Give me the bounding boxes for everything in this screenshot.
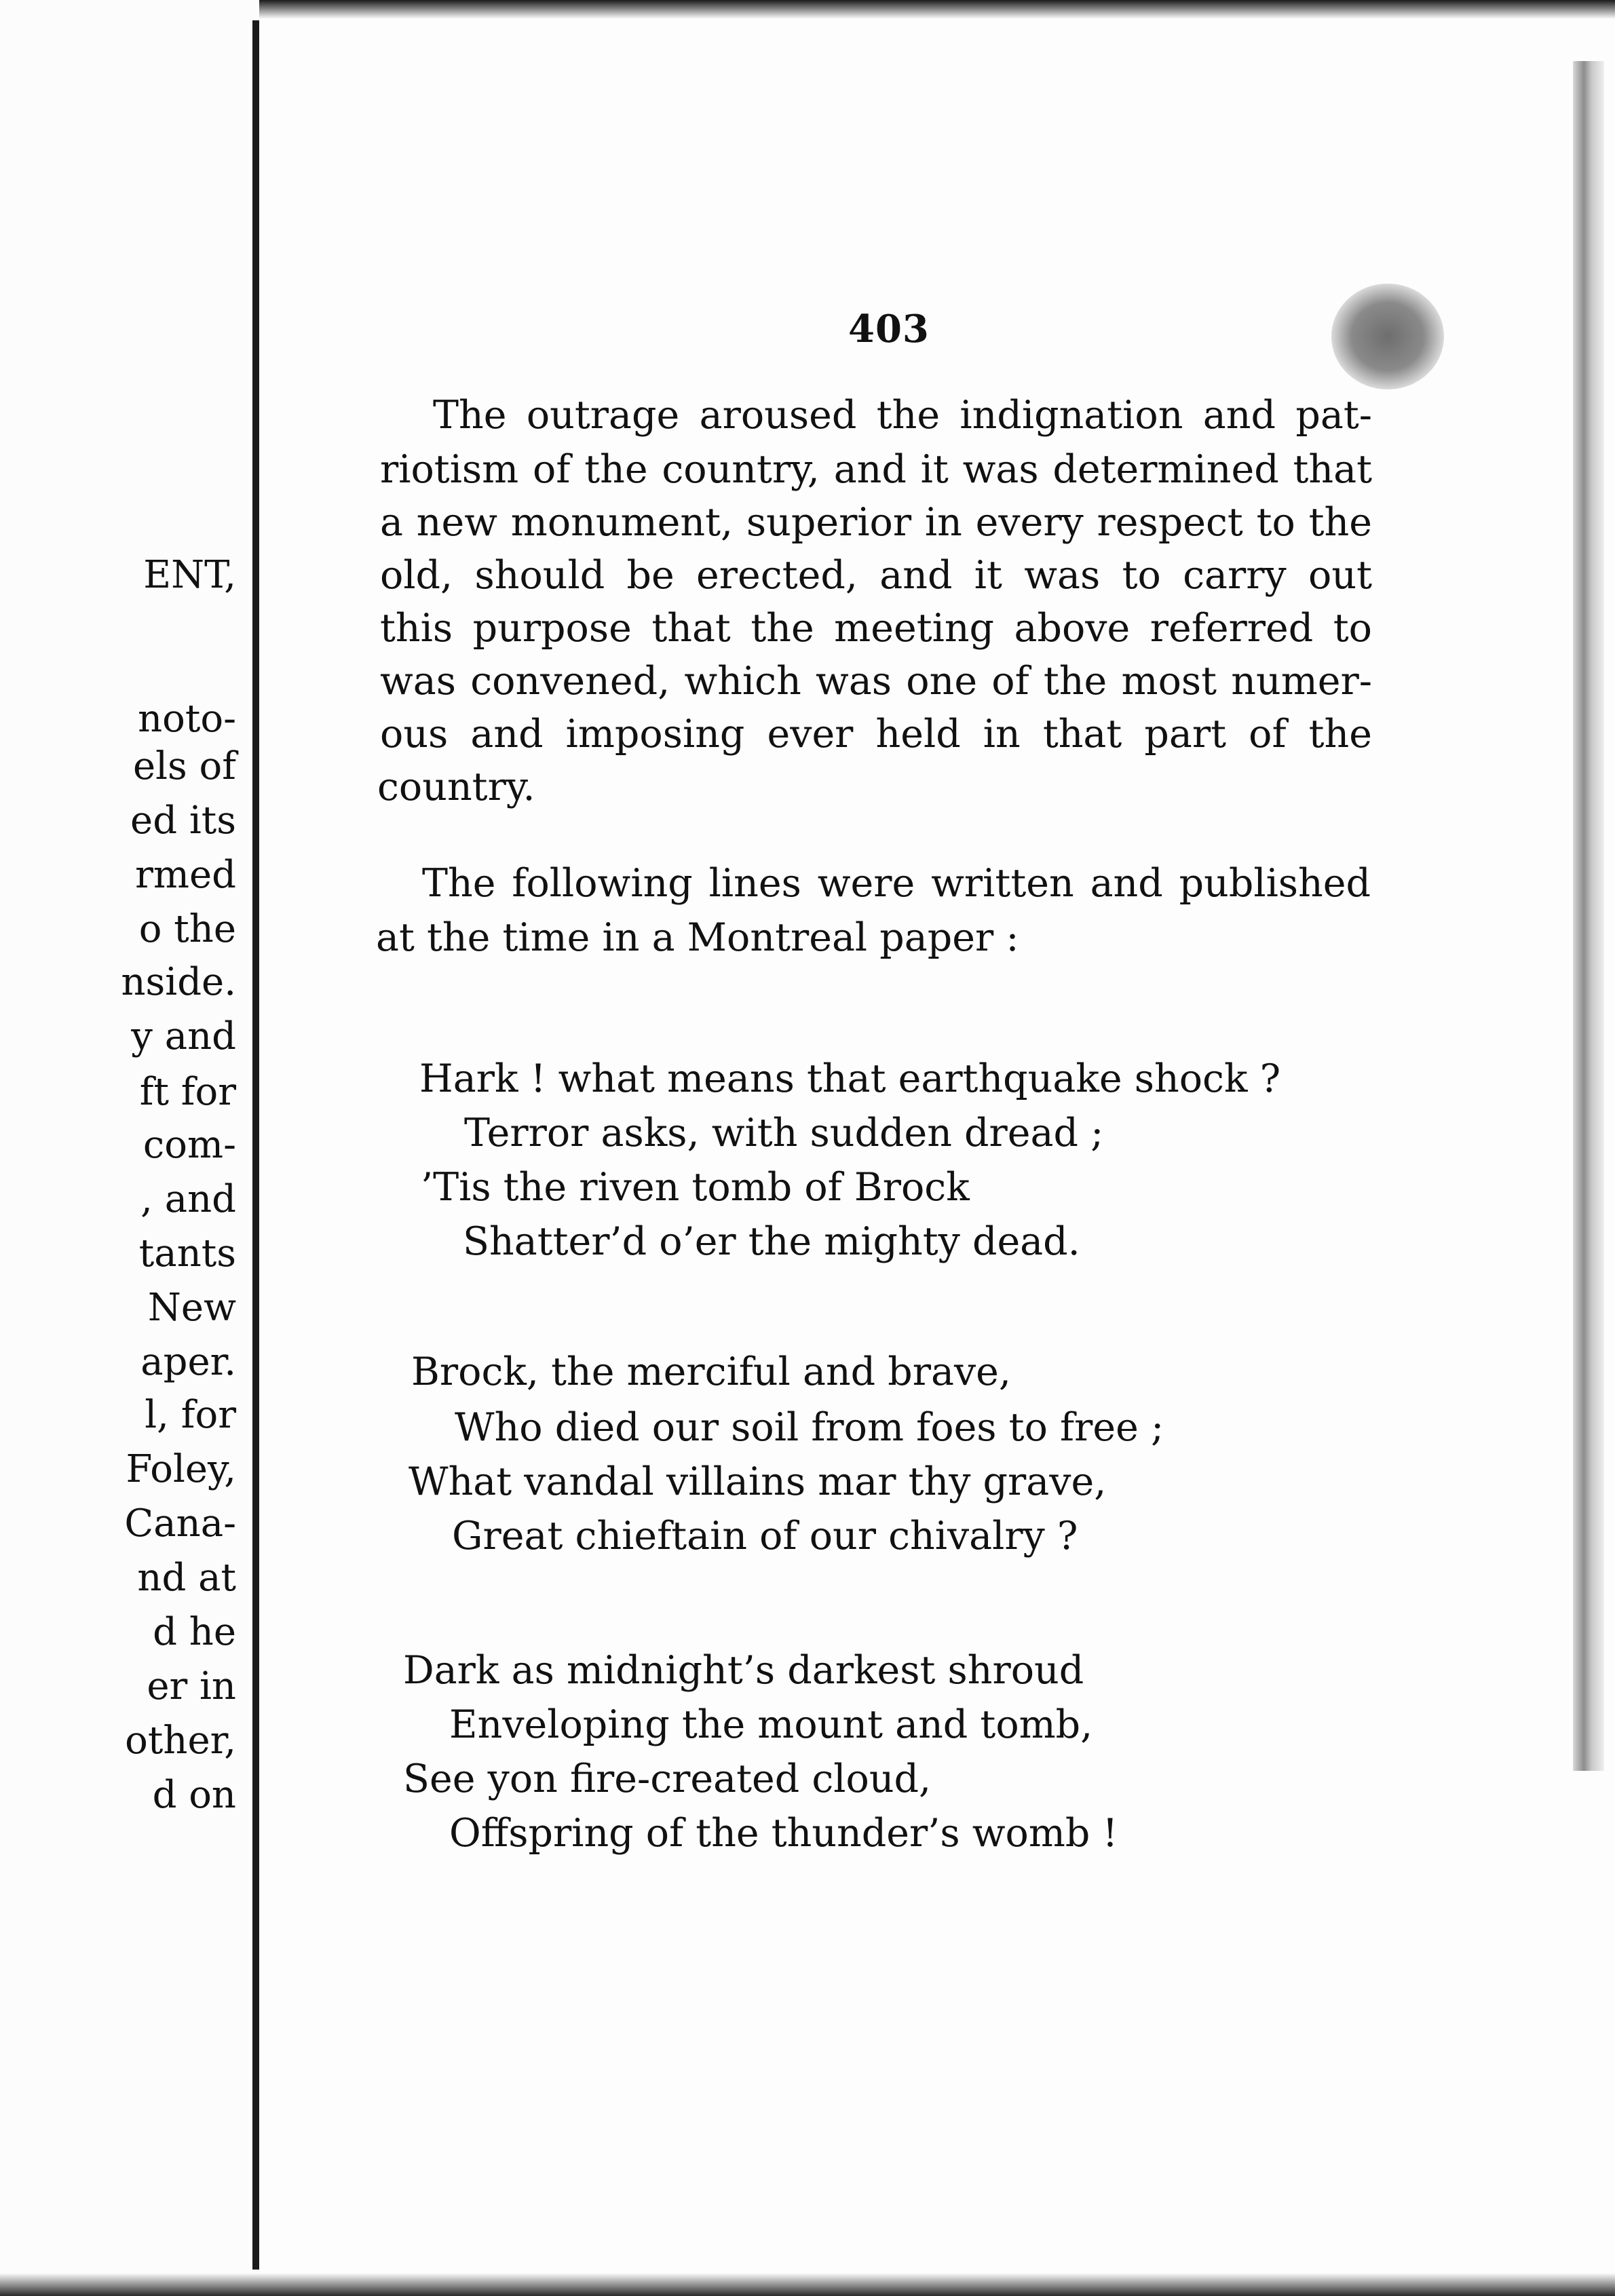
left-page-fragment: tants — [138, 1231, 236, 1276]
book-gutter — [252, 20, 259, 2270]
poem-line: ’Tis the riven tomb of Brock — [421, 1165, 970, 1210]
paragraph-line: this purpose that the meeting above referred to — [380, 606, 1372, 651]
poem-line: Shatter’d o’er the mighty dead. — [463, 1219, 1080, 1264]
paragraph-line: a new monument, superior in every respect to the — [380, 500, 1372, 545]
left-page-fragment: d he — [153, 1610, 236, 1654]
left-page-fragment: ft for — [139, 1070, 236, 1114]
poem-line: Terror asks, with sudden dread ; — [464, 1111, 1104, 1155]
left-page-fragment: Foley, — [126, 1447, 236, 1491]
paragraph-line: was convened, which was one of the most numer- — [380, 659, 1372, 704]
left-page-fragment: Cana- — [124, 1501, 236, 1546]
poem-line: Great chieftain of our chivalry ? — [452, 1514, 1078, 1558]
page-number: 403 — [848, 307, 930, 351]
paragraph-line: riotism of the country, and it was determined that — [380, 447, 1372, 492]
left-page-fragment: y and — [131, 1014, 236, 1058]
left-page-fragment: er in — [147, 1664, 236, 1708]
left-page-fragment: o the — [138, 907, 236, 951]
page-right-edge — [1573, 61, 1604, 1771]
paragraph-line: old, should be erected, and it was to carry out — [380, 553, 1372, 598]
scan-top-shadow — [259, 0, 1615, 19]
poem-line: Hark ! what means that earthquake shock ? — [419, 1056, 1281, 1101]
left-page-fragment: ENT, — [143, 553, 236, 597]
left-page-fragment: nside. — [121, 960, 236, 1004]
poem-line: Offspring of the thunder’s womb ! — [449, 1811, 1118, 1856]
left-page-fragment: other, — [125, 1719, 236, 1763]
poem-line: What vandal villains mar thy grave, — [408, 1459, 1107, 1504]
paragraph-line: at the time in a Montreal paper : — [376, 915, 1019, 960]
left-page-fragment: , and — [140, 1177, 236, 1221]
left-page-fragment: d on — [152, 1773, 236, 1817]
left-page-fragment: l, for — [145, 1393, 236, 1437]
poem-line: See yon fire-created cloud, — [403, 1757, 932, 1801]
left-page-fragment: com- — [142, 1123, 236, 1167]
paragraph-line: country. — [377, 765, 535, 809]
ink-stain — [1331, 284, 1444, 389]
left-page-fragment: New — [147, 1286, 236, 1330]
paragraph-line: The following lines were written and published — [422, 861, 1371, 906]
poem-line: Enveloping the mount and tomb, — [449, 1702, 1093, 1747]
paragraph-line: The outrage aroused the indignation and pat- — [433, 393, 1372, 438]
paragraph-line: ous and imposing ever held in that part of the — [380, 712, 1372, 757]
left-page-fragment: els of — [132, 744, 236, 788]
left-page-fragment: ed its — [130, 799, 236, 843]
previous-page-edge — [0, 0, 256, 2296]
poem-line: Who died our soil from foes to free ; — [455, 1405, 1164, 1450]
left-page-fragment: aper. — [140, 1340, 236, 1384]
poem-line: Dark as midnight’s darkest shroud — [403, 1648, 1084, 1693]
left-page-fragment: nd at — [137, 1556, 236, 1600]
scan-bottom-shadow — [0, 2273, 1615, 2296]
left-page-fragment: noto- — [138, 697, 236, 741]
left-page-fragment: rmed — [135, 853, 236, 897]
poem-line: Brock, the merciful and brave, — [411, 1350, 1012, 1394]
